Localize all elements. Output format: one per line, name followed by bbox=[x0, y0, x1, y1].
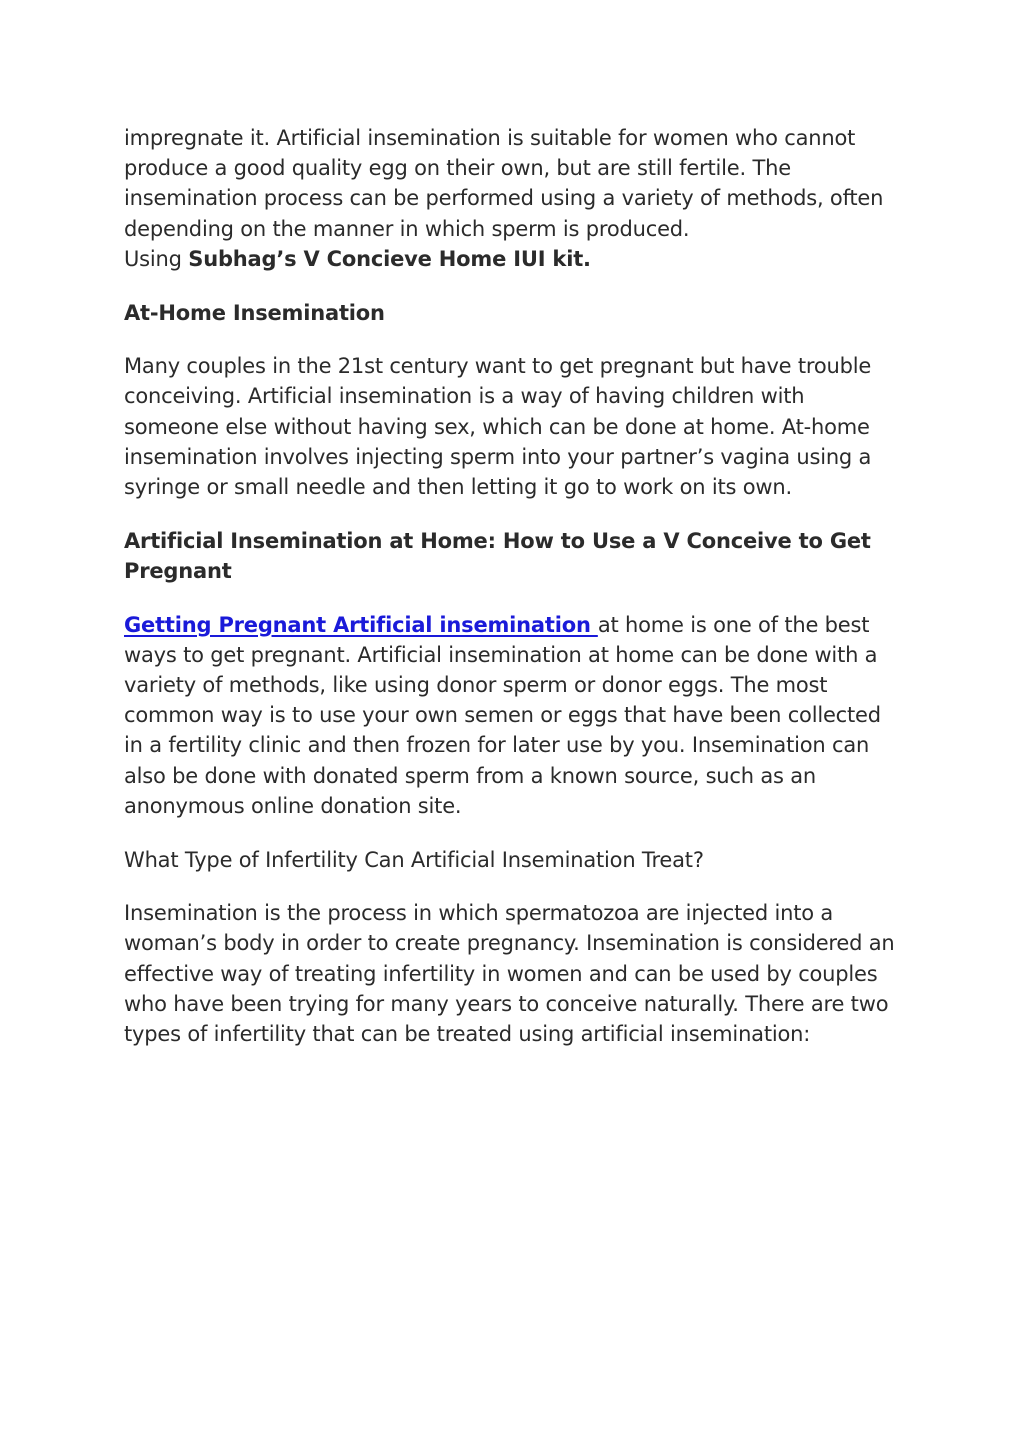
paragraph-how-to-use bbox=[124, 610, 904, 821]
document-page bbox=[124, 123, 904, 1073]
intro-text: impregnate it. Artificial insemination is suitable for women who cannot produce a good quality egg on their own, but are still fertile. The insemination process can be performed using a variety of methods, often depending on the manner in which sperm is produced. bbox=[124, 126, 884, 241]
paragraph-infertility-types: Insemination is the process in which spermatozoa are injected into a woman’s body in order to create pregnancy. Insemination is considered an effective way of treating infertility in women and can be used by couples who have been trying for many years to conceive naturally. There are two types of infertility that can be treated using artificial insemination: bbox=[124, 901, 895, 1047]
product-name: Subhag’s V Concieve Home IUI kit. bbox=[188, 246, 591, 271]
paragraph-how-to-use-text: at home is one of the best ways to get pregnant. Artificial insemination at home can be done with a variety of methods, like using donor sperm or donor eggs. The most common way is to use your own semen or eggs that have been collected in a fertility clinic and then frozen for later use by you. Insemination can also be done with donated sperm from a known source, such as an anonymous online donation site. bbox=[124, 612, 881, 818]
using-prefix: Using bbox=[124, 246, 189, 271]
heading-how-to-use: Artificial Insemination at Home: How to Use a V Conceive to Get Pregnant bbox=[124, 528, 871, 583]
paragraph-at-home: Many couples in the 21st century want to get pregnant but have trouble conceiving. Artificial insemination is a way of having children with someone else without having sex, which can be done at home. At-home insemination involves injecting sperm into your partner’s vagina using a syringe or small needle and then letting it go to work on its own. bbox=[124, 354, 872, 500]
heading-at-home-insemination: At-Home Insemination bbox=[124, 300, 385, 325]
intro-paragraph bbox=[124, 123, 904, 274]
getting-pregnant-link[interactable]: Getting Pregnant Artificial insemination bbox=[124, 612, 598, 637]
heading-infertility-types: What Type of Infertility Can Artificial Insemination Treat? bbox=[124, 847, 704, 872]
